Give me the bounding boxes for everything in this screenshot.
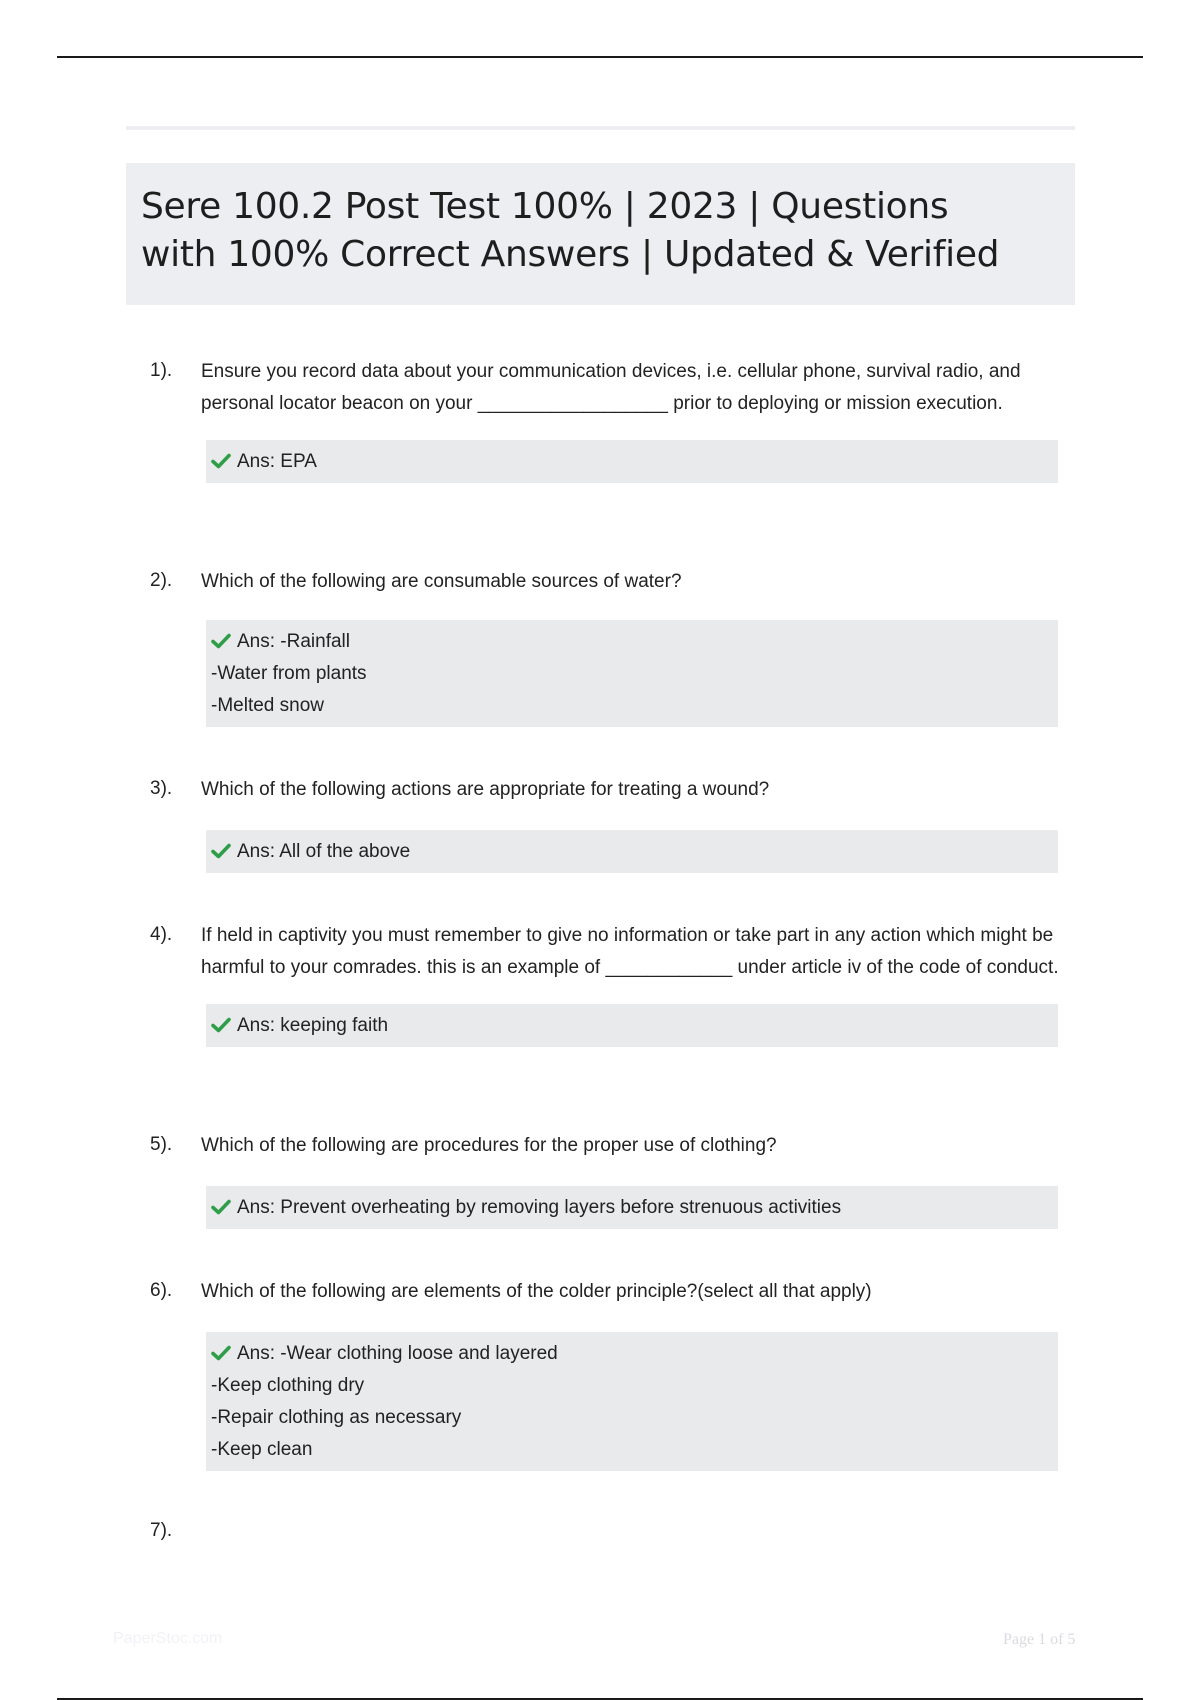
header-divider xyxy=(126,126,1075,130)
answer-text: -Repair clothing as necessary xyxy=(211,1407,462,1428)
answer-text: -Keep clean xyxy=(211,1439,313,1460)
title-line-2: with 100% Correct Answers | Updated & Verified xyxy=(141,234,1000,275)
question-text: Which of the following are elements of the colder principle?(select all that apply) xyxy=(201,1281,872,1302)
answer-text: -Melted snow xyxy=(211,695,324,716)
answer-line xyxy=(211,1338,1050,1370)
title-line-1: Sere 100.2 Post Test 100% | 2023 | Questions xyxy=(141,186,949,227)
answer-line xyxy=(211,1434,1050,1466)
answer-line xyxy=(211,1402,1050,1434)
question-text: Which of the following actions are appropriate for treating a wound? xyxy=(201,779,770,800)
question-text: Ensure you record data about your communication devices, i.e. cellular phone, survival radio, and personal locator beacon on your __________________ prior to deploying or mission execution. xyxy=(201,361,1021,414)
answer-box xyxy=(206,620,1058,727)
answer-text: -Water from plants xyxy=(211,663,367,684)
answer-line xyxy=(211,446,1050,478)
answer-text: Ans: -Wear clothing loose and layered xyxy=(237,1343,558,1364)
check-icon xyxy=(211,1199,231,1215)
answer-text: Ans: Prevent overheating by removing layers before strenuous activities xyxy=(237,1197,842,1218)
answer-line xyxy=(211,626,1050,658)
top-rule xyxy=(57,56,1143,58)
answer-line xyxy=(211,1010,1050,1042)
question-number: 2). xyxy=(150,570,173,591)
question-number: 1). xyxy=(150,360,173,381)
question-item xyxy=(150,1276,1060,1471)
question-number: 4). xyxy=(150,924,173,945)
page-number: Page 1 of 5 xyxy=(1003,1631,1076,1648)
question-item xyxy=(150,566,1060,727)
question-text: If held in captivity you must remember to give no information or take part in any action which might be harmful to your comrades. this is an example of ____________ under article iv of the code of conduct. xyxy=(201,925,1059,978)
answer-text: Ans: -Rainfall xyxy=(237,631,350,652)
answer-text: Ans: keeping faith xyxy=(237,1015,389,1036)
answer-line xyxy=(211,1192,1050,1224)
check-icon xyxy=(211,453,231,469)
answer-line xyxy=(211,658,1050,690)
answer-text: Ans: EPA xyxy=(237,451,317,472)
question-item xyxy=(150,1516,1060,1546)
page-title xyxy=(141,183,1059,279)
answer-box xyxy=(206,1186,1058,1229)
answer-box xyxy=(206,1332,1058,1471)
question-item xyxy=(150,356,1060,483)
question-item xyxy=(150,1130,1060,1229)
answer-line xyxy=(211,836,1050,868)
question-item xyxy=(150,920,1060,1047)
check-icon xyxy=(211,633,231,649)
question-number: 7). xyxy=(150,1520,173,1541)
check-icon xyxy=(211,843,231,859)
question-number: 5). xyxy=(150,1134,173,1155)
answer-box xyxy=(206,1004,1058,1047)
question-text: Which of the following are procedures for the proper use of clothing? xyxy=(201,1135,777,1156)
answer-box xyxy=(206,830,1058,873)
check-icon xyxy=(211,1017,231,1033)
answer-box xyxy=(206,440,1058,483)
answer-line xyxy=(211,1370,1050,1402)
question-number: 6). xyxy=(150,1280,173,1301)
question-text xyxy=(201,1516,1060,1546)
watermark-text: PaperStoc.com xyxy=(113,1630,223,1647)
answer-line xyxy=(211,690,1050,722)
check-icon xyxy=(211,1345,231,1361)
answer-text: Ans: All of the above xyxy=(237,841,411,862)
question-item xyxy=(150,774,1060,873)
answer-text: -Keep clothing dry xyxy=(211,1375,365,1396)
question-number: 3). xyxy=(150,778,173,799)
question-text: Which of the following are consumable sources of water? xyxy=(201,571,682,592)
title-banner xyxy=(126,163,1075,305)
